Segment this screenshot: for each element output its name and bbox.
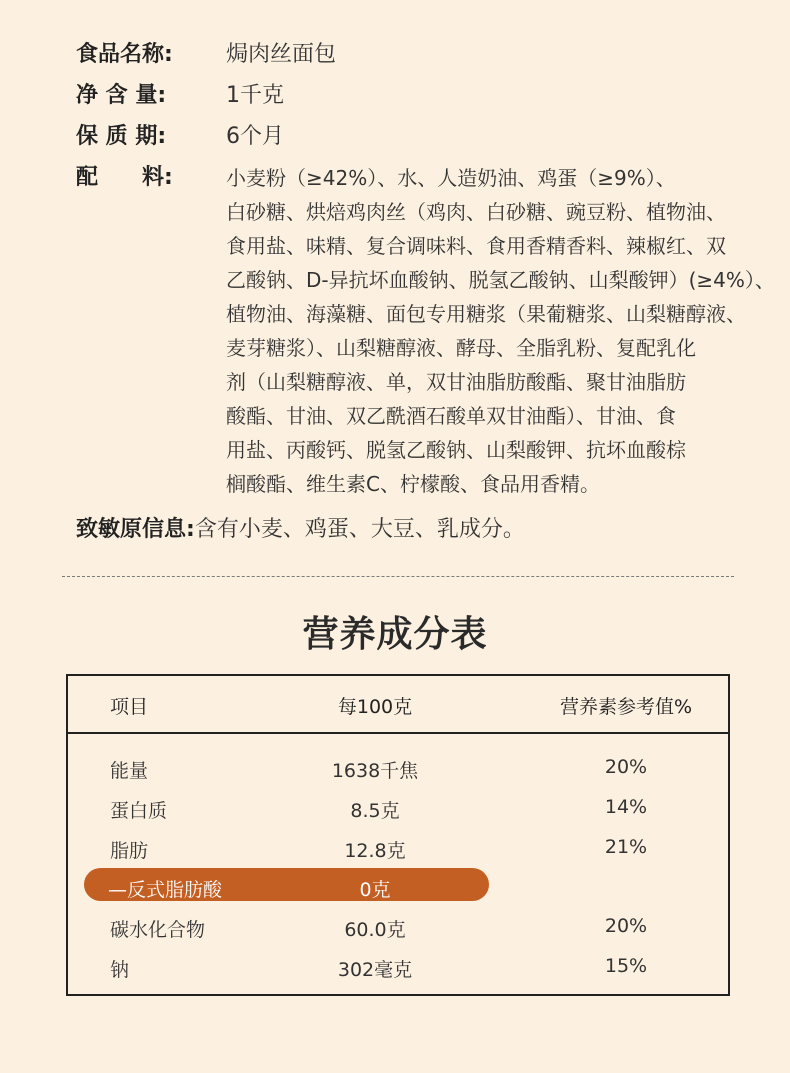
product-name-row [76,34,790,75]
product-info [76,34,790,550]
ingredients-line: 酸酯、甘油、双乙酰酒石酸单双甘油酯）、甘油、食 [226,404,676,428]
dashed-divider [62,576,734,577]
net-content-label: 净 含 量: [76,83,167,108]
ingredients-line: 白砂糖、烘焙鸡肉丝（鸡肉、白砂糖、豌豆粉、植物油、 [226,200,726,224]
row-item: —反式脂肪酸 [108,879,223,901]
header-per100: 每100克 [337,696,413,718]
ingredients-line: 麦芽糖浆）、山梨糖醇液、酵母、全脂乳粉、复配乳化 [226,336,696,360]
ingredients-list [226,157,790,501]
row-item: 脂肪 [110,840,149,862]
row-item: 钠 [110,959,130,981]
ingredients-line: 用盐、丙酸钙、脱氢乙酸钠、山梨酸钾、抗坏血酸棕 [226,438,686,462]
nutrition-title: 营养成分表 [302,614,488,655]
ingredients-line: 榈酸酯、维生素C、柠檬酸、食品用香精。 [226,472,600,496]
ingredients-line: 食用盐、味精、复合调味料、食用香精香料、辣椒红、双 [226,234,726,258]
ingredients-line: 剂（山梨糖醇液、单，双甘油脂肪酸酯、聚甘油脂肪 [226,370,686,394]
row-item: 碳水化合物 [110,919,206,941]
allergen-label: 致敏原信息: [76,517,195,542]
product-name-label: 食品名称: [76,42,173,67]
row-per100: 0克 [359,879,391,901]
table-row [68,788,728,828]
table-row-trans-fat [68,867,728,907]
allergen-value: 含有小麦、鸡蛋、大豆、乳成分。 [194,517,525,542]
row-nrv: 20% [604,756,648,778]
row-nrv: 15% [604,955,648,977]
row-nrv: 14% [604,796,648,818]
row-per100: 8.5克 [350,800,400,822]
shelf-life-row [76,116,790,157]
shelf-life-value: 6个月 [226,124,284,149]
row-item: 蛋白质 [110,800,168,822]
row-nrv: 21% [604,836,648,858]
net-content-value: 1千克 [226,83,284,108]
row-item: 能量 [110,760,149,782]
header-item: 项目 [110,696,149,718]
product-name-value: 焗肉丝面包 [226,42,337,67]
ingredients-line: 乙酸钠、D-异抗坏血酸钠、脱氢乙酸钠、山梨酸钾）(≥4%）、 [226,268,775,292]
row-per100: 302毫克 [337,959,413,981]
row-nrv: 20% [604,915,648,937]
row-per100: 1638千焦 [331,760,419,782]
ingredients-line: 小麦粉（≥42%）、水、人造奶油、鸡蛋（≥9%）、 [226,166,676,190]
row-per100: 60.0克 [344,919,406,941]
ingredients-line: 植物油、海藻糖、面包专用糖浆（果葡糖浆、山梨糖醇液、 [226,302,746,326]
table-row [68,947,728,987]
table-row [68,907,728,947]
row-per100: 12.8克 [344,840,406,862]
shelf-life-label: 保 质 期: [76,124,167,149]
header-nrv: 营养素参考值% [559,696,693,718]
nutrition-table [66,674,730,996]
net-content-row [76,75,790,116]
nutrition-header-row [68,676,728,734]
ingredients-row [76,157,790,501]
ingredients-label: 配 料: [76,165,173,190]
table-row [68,828,728,868]
table-row [68,748,728,788]
allergen-row [76,509,790,550]
